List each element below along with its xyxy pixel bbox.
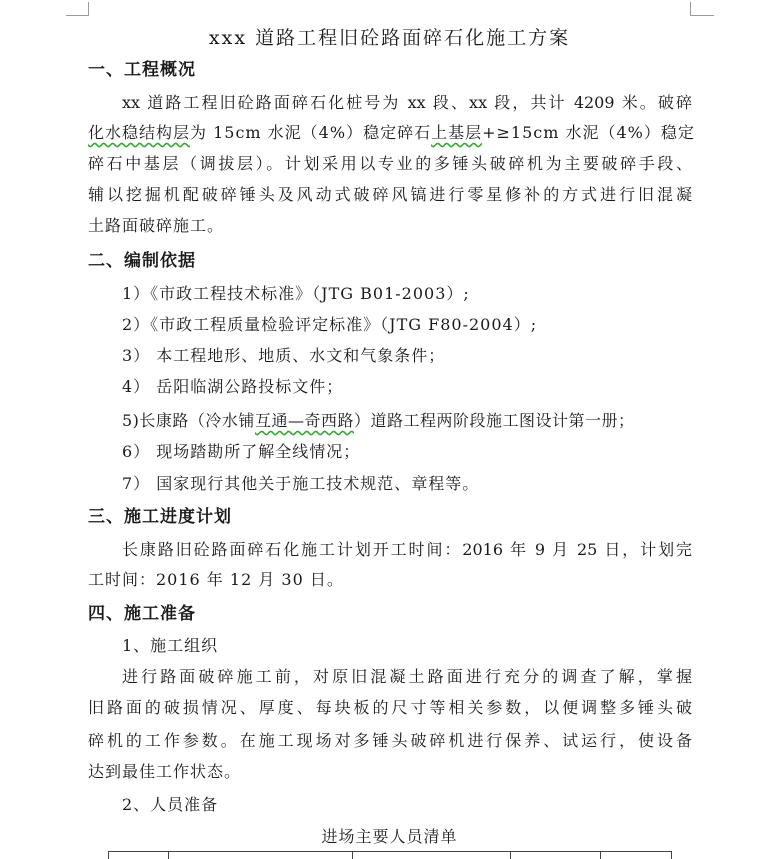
margin-corner-mark [690, 15, 714, 16]
subsection-heading: 1、施工组织 [122, 636, 219, 655]
list-item: 4） 岳阳临湖公路投标文件； [122, 377, 344, 396]
paragraph-line: 旧路面的破损情况、厚度、每块板的尺寸等相关参数，以便调整多锤头破 [88, 698, 692, 717]
subsection-heading: 2、人员准备 [122, 795, 219, 814]
list-item [122, 410, 634, 432]
paragraph-line: 进行路面破碎施工前，对原旧混凝土路面进行充分的调查了解，掌握 [122, 667, 692, 686]
document-title: xxx 道路工程旧砼路面碎石化施工方案 [208, 27, 571, 49]
margin-corner-mark [88, 2, 89, 16]
paragraph-line: 碎石中基层（调拔层）。计划采用以专业的多锤头破碎机为主要破碎手段、 [88, 154, 692, 173]
text-run: 为 15cm 水泥（4%）稳定碎石 [190, 123, 432, 142]
list-item: 7） 国家现行其他关于施工技术规范、章程等。 [122, 474, 480, 493]
spell-flag: 互通—奇西路 [254, 411, 354, 430]
paragraph-line: 长康路旧砼路面碎石化施工计划开工时间：2016 年 9 月 25 日，计划完 [122, 540, 692, 559]
list-item: 6） 现场踏勘所了解全线情况； [122, 442, 361, 461]
paragraph-line: 碎机的工作参数。在施工现场对多锤头破碎机进行保养、试运行，使设备 [88, 731, 692, 750]
paragraph-line: 达到最佳工作状态。 [88, 762, 242, 781]
section-heading: 四、施工准备 [88, 604, 196, 624]
paragraph-line [88, 122, 695, 144]
table-caption: 进场主要人员清单 [321, 827, 458, 846]
section-heading: 三、施工进度计划 [88, 507, 232, 527]
list-item: 1）《市政工程技术标准》（JTG B01-2003）; [122, 284, 470, 303]
spell-flag: 上基层 [431, 123, 483, 142]
paragraph-line: 土路面破碎施工。 [88, 216, 225, 235]
text-run: 5)长康路（冷水铺 [122, 411, 255, 430]
paragraph-line: xx 道路工程旧砼路面碎石化桩号为 xx 段、xx 段，共计 4209 米。破碎 [122, 93, 692, 112]
text-run: +≥15cm 水泥（4%）稳定 [482, 123, 695, 142]
margin-corner-mark [66, 15, 88, 16]
section-heading: 二、编制依据 [88, 251, 196, 271]
table-border [108, 851, 672, 852]
section-heading: 一、工程概况 [88, 60, 196, 80]
margin-corner-mark [690, 2, 691, 16]
list-item: 3） 本工程地形、地质、水文和气象条件； [122, 346, 446, 365]
text-run: ）道路工程两阶段施工图设计第一册； [353, 411, 635, 430]
spell-flag: 化水稳结构层 [88, 123, 191, 142]
paragraph-line: 辅以挖掘机配破碎锤头及风动式破碎风镐进行零星修补的方式进行旧混凝 [88, 185, 692, 204]
list-item: 2）《市政工程质量检验评定标准》（JTG F80-2004）; [122, 315, 538, 334]
paragraph-line: 工时间：2016 年 12 月 30 日。 [88, 570, 344, 589]
